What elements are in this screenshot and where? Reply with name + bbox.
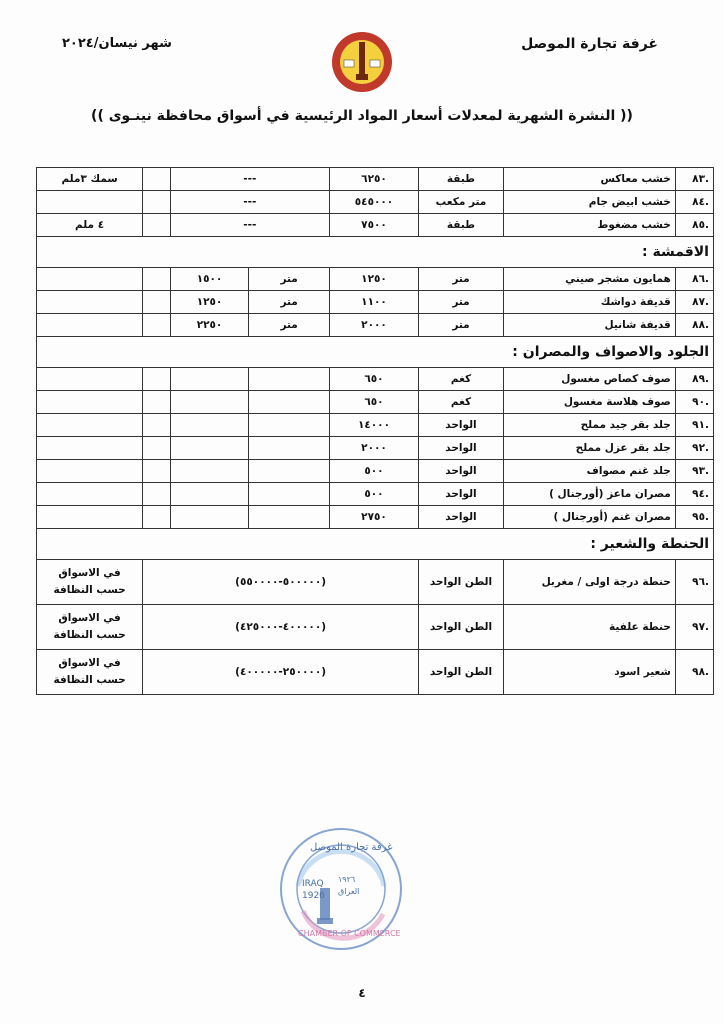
- table-row: [37, 391, 714, 414]
- item-name: جلد بقر عزل مملح: [503, 437, 675, 460]
- item-range: ---: [170, 168, 329, 191]
- item-price-2: ١٥٠٠: [170, 268, 249, 291]
- section-title-fabric: الاقمشة :: [37, 237, 714, 268]
- section-title-grain: الحنطة والشعير :: [37, 529, 714, 560]
- item-number: .٨٣: [675, 168, 713, 191]
- item-unit: متر: [419, 314, 504, 337]
- table-row: [37, 605, 714, 650]
- item-range: ---: [170, 214, 329, 237]
- item-number: .٩٣: [675, 460, 713, 483]
- table-row: [37, 460, 714, 483]
- empty-cell: [143, 168, 171, 191]
- item-price: ٢٠٠٠: [329, 437, 418, 460]
- empty-cell: [37, 268, 143, 291]
- item-number: .٩٠: [675, 391, 713, 414]
- table-row: [37, 268, 714, 291]
- stamp-iraq: IRAQ: [302, 879, 324, 889]
- table-row: [37, 650, 714, 695]
- item-number: .٨٤: [675, 191, 713, 214]
- item-note: [37, 605, 143, 650]
- empty-cell: [143, 268, 171, 291]
- item-range: (٥٠٠٠٠٠-٥٥٠٠٠٠): [143, 560, 419, 605]
- stamp-ar-iraq: العراق: [338, 887, 360, 896]
- item-note: ٤ ملم: [37, 214, 143, 237]
- item-unit: متر: [419, 291, 504, 314]
- item-price-2: ١٢٥٠: [170, 291, 249, 314]
- item-number: .٨٦: [675, 268, 713, 291]
- item-unit: الطن الواحد: [419, 605, 504, 650]
- bulletin-month: شهر نيسان/٢٠٢٤: [62, 36, 172, 51]
- bulletin-title: (( النشرة الشهرية لمعدلات أسعار المواد الرئيسية في أسواق محافظة نينـوى )): [91, 108, 633, 124]
- item-price: ١٢٥٠: [329, 268, 418, 291]
- item-name: خشب ابيض جام: [503, 191, 675, 214]
- note-line-2: حسب النظافة: [53, 674, 126, 686]
- item-number: .٩٤: [675, 483, 713, 506]
- item-price: ٥٠٠: [329, 460, 418, 483]
- item-unit: متر مكعب: [419, 191, 504, 214]
- item-price: ٦٥٠: [329, 368, 418, 391]
- page-number: ٤: [358, 986, 366, 1000]
- item-unit: متر: [419, 268, 504, 291]
- item-price: ٧٥٠٠: [329, 214, 418, 237]
- stamp-ar-year: ١٩٢٦: [338, 875, 356, 884]
- item-price: ١١٠٠: [329, 291, 418, 314]
- table-row: [37, 506, 714, 529]
- item-range: (٤٠٠٠٠٠-٤٢٥٠٠٠): [143, 605, 419, 650]
- item-range: ---: [170, 191, 329, 214]
- table-row: [37, 291, 714, 314]
- table-row: [37, 368, 714, 391]
- table-row: [37, 414, 714, 437]
- item-unit: طبقة: [419, 168, 504, 191]
- item-name: جلد بقر جيد مملح: [503, 414, 675, 437]
- item-name: قديفة شانيل: [503, 314, 675, 337]
- item-unit: الطن الواحد: [419, 560, 504, 605]
- stamp-top-text: غرفة تجارة الموصل: [310, 842, 393, 853]
- item-name: خشب مضغوط: [503, 214, 675, 237]
- empty-cell: [37, 314, 143, 337]
- item-name: همايون مشجر صيني: [503, 268, 675, 291]
- item-price: ٥٠٠: [329, 483, 418, 506]
- item-unit: الواحد: [419, 414, 504, 437]
- table-row: [37, 314, 714, 337]
- item-number: .٩٥: [675, 506, 713, 529]
- item-number: .٩٦: [675, 560, 713, 605]
- item-name: حنطة درجة اولى / مغربل: [503, 560, 675, 605]
- item-price: ٦٥٠: [329, 391, 418, 414]
- table-row: [37, 560, 714, 605]
- item-price: ٢٠٠٠: [329, 314, 418, 337]
- empty-cell: [37, 291, 143, 314]
- note-line-1: في الاسواق: [58, 612, 121, 624]
- table-row: [37, 214, 714, 237]
- item-number: .٩١: [675, 414, 713, 437]
- item-name: صوف كصاص مغسول: [503, 368, 675, 391]
- item-price: ٥٤٥٠٠٠: [329, 191, 418, 214]
- item-unit: الواحد: [419, 460, 504, 483]
- item-unit: طبقة: [419, 214, 504, 237]
- item-number: .٩٧: [675, 605, 713, 650]
- empty-cell: [143, 214, 171, 237]
- item-unit: كغم: [419, 391, 504, 414]
- empty-cell: [143, 314, 171, 337]
- section-row: [37, 337, 714, 368]
- note-line-1: في الاسواق: [58, 657, 121, 669]
- item-name: جلد غنم مصواف: [503, 460, 675, 483]
- note-line-2: حسب النظافة: [53, 629, 126, 641]
- table-row: [37, 483, 714, 506]
- item-price: ٦٢٥٠: [329, 168, 418, 191]
- stamp-bottom-text: CHAMBER OF COMMERCE: [298, 929, 401, 938]
- chamber-stamp: [278, 826, 404, 952]
- empty-cell: [143, 191, 171, 214]
- org-name: غرفة تجارة الموصل: [521, 36, 658, 52]
- stamp-year: 1926: [302, 891, 325, 901]
- item-name: قديفة دواشك: [503, 291, 675, 314]
- item-price-2: ٢٢٥٠: [170, 314, 249, 337]
- item-unit-2: متر: [249, 268, 330, 291]
- item-number: .٨٨: [675, 314, 713, 337]
- item-price: ١٤٠٠٠: [329, 414, 418, 437]
- table-row: [37, 168, 714, 191]
- note-line-1: في الاسواق: [58, 567, 121, 579]
- item-number: .٨٧: [675, 291, 713, 314]
- item-range: (٢٥٠٠٠٠-٤٠٠٠٠٠): [143, 650, 419, 695]
- item-note: سمك ٣ملم: [37, 168, 143, 191]
- item-unit: الواحد: [419, 483, 504, 506]
- note-line-2: حسب النظافة: [53, 584, 126, 596]
- section-row: [37, 529, 714, 560]
- item-name: مصران ماعز (أورجنال ): [503, 483, 675, 506]
- table-row: [37, 191, 714, 214]
- section-row: [37, 237, 714, 268]
- item-name: خشب معاكس: [503, 168, 675, 191]
- item-price: ٢٧٥٠: [329, 506, 418, 529]
- item-number: .٨٥: [675, 214, 713, 237]
- item-unit: الواحد: [419, 506, 504, 529]
- item-note: [37, 560, 143, 605]
- item-number: .٩٢: [675, 437, 713, 460]
- item-name: شعير اسود: [503, 650, 675, 695]
- item-unit: الطن الواحد: [419, 650, 504, 695]
- chamber-logo: [330, 30, 394, 94]
- item-unit-2: متر: [249, 291, 330, 314]
- empty-cell: [143, 291, 171, 314]
- section-title-leather: الجلود والاصواف والمصران :: [37, 337, 714, 368]
- item-name: صوف هلاسة مغسول: [503, 391, 675, 414]
- table-row: [37, 437, 714, 460]
- item-note: [37, 191, 143, 214]
- item-unit: كغم: [419, 368, 504, 391]
- item-number: .٩٨: [675, 650, 713, 695]
- item-unit: الواحد: [419, 437, 504, 460]
- item-note: [37, 650, 143, 695]
- item-name: حنطة علفية: [503, 605, 675, 650]
- item-name: مصران غنم (أورجنال ): [503, 506, 675, 529]
- wood-table: [36, 167, 714, 695]
- item-number: .٨٩: [675, 368, 713, 391]
- item-unit-2: متر: [249, 314, 330, 337]
